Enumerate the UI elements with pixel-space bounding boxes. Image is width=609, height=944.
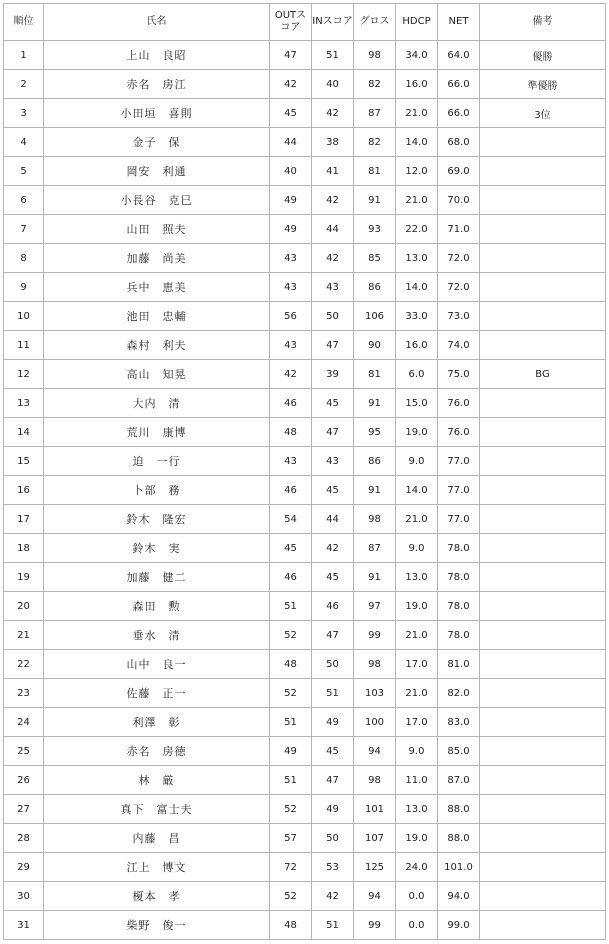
- out-score-cell: 48: [270, 650, 312, 679]
- out-score-cell: 43: [270, 244, 312, 273]
- hdcp-cell: 14.0: [396, 476, 438, 505]
- hdcp-cell: 21.0: [396, 99, 438, 128]
- in-score-cell: 50: [312, 650, 354, 679]
- table-row: [4, 476, 606, 505]
- table-row: [4, 534, 606, 563]
- net-cell: 75.0: [438, 360, 480, 389]
- rank-cell: 29: [4, 853, 44, 882]
- net-cell: 77.0: [438, 476, 480, 505]
- table-row: [4, 650, 606, 679]
- table-row: [4, 215, 606, 244]
- in-score-cell: 50: [312, 302, 354, 331]
- net-cell: 82.0: [438, 679, 480, 708]
- name-cell: 金子 保: [44, 128, 270, 157]
- gross-cell: 103: [354, 679, 396, 708]
- hdcp-cell: 19.0: [396, 592, 438, 621]
- out-score-cell: 52: [270, 621, 312, 650]
- net-cell: 72.0: [438, 273, 480, 302]
- results-body: [4, 41, 606, 940]
- net-cell: 78.0: [438, 534, 480, 563]
- gross-cell: 91: [354, 186, 396, 215]
- in-score-cell: 47: [312, 418, 354, 447]
- remarks-cell: [480, 447, 606, 476]
- in-score-cell: 53: [312, 853, 354, 882]
- name-cell: 池田 忠輔: [44, 302, 270, 331]
- net-cell: 69.0: [438, 157, 480, 186]
- in-score-cell: 43: [312, 447, 354, 476]
- table-row: [4, 447, 606, 476]
- gross-cell: 81: [354, 157, 396, 186]
- hdcp-cell: 19.0: [396, 418, 438, 447]
- table-row: [4, 679, 606, 708]
- name-cell: 森田 勲: [44, 592, 270, 621]
- gross-cell: 91: [354, 389, 396, 418]
- net-cell: 76.0: [438, 418, 480, 447]
- name-cell: 高山 知晃: [44, 360, 270, 389]
- net-cell: 68.0: [438, 128, 480, 157]
- header-net: NET: [438, 4, 480, 41]
- gross-cell: 91: [354, 476, 396, 505]
- out-score-cell: 51: [270, 766, 312, 795]
- rank-cell: 25: [4, 737, 44, 766]
- hdcp-cell: 11.0: [396, 766, 438, 795]
- gross-cell: 125: [354, 853, 396, 882]
- in-score-cell: 46: [312, 592, 354, 621]
- name-cell: 森村 利夫: [44, 331, 270, 360]
- out-score-cell: 46: [270, 563, 312, 592]
- out-score-cell: 45: [270, 99, 312, 128]
- net-cell: 83.0: [438, 708, 480, 737]
- in-score-cell: 47: [312, 331, 354, 360]
- rank-cell: 19: [4, 563, 44, 592]
- in-score-cell: 50: [312, 824, 354, 853]
- out-score-cell: 57: [270, 824, 312, 853]
- remarks-cell: 3位: [480, 99, 606, 128]
- rank-cell: 10: [4, 302, 44, 331]
- rank-cell: 15: [4, 447, 44, 476]
- rank-cell: 17: [4, 505, 44, 534]
- hdcp-cell: 0.0: [396, 911, 438, 940]
- remarks-cell: [480, 650, 606, 679]
- out-score-cell: 49: [270, 737, 312, 766]
- net-cell: 87.0: [438, 766, 480, 795]
- hdcp-cell: 9.0: [396, 447, 438, 476]
- name-cell: 鈴木 隆宏: [44, 505, 270, 534]
- hdcp-cell: 19.0: [396, 824, 438, 853]
- gross-cell: 98: [354, 650, 396, 679]
- remarks-cell: 優勝: [480, 41, 606, 70]
- rank-cell: 8: [4, 244, 44, 273]
- table-row: [4, 302, 606, 331]
- out-score-cell: 49: [270, 215, 312, 244]
- table-row: [4, 563, 606, 592]
- rank-cell: 21: [4, 621, 44, 650]
- gross-cell: 94: [354, 737, 396, 766]
- hdcp-cell: 17.0: [396, 708, 438, 737]
- remarks-cell: [480, 244, 606, 273]
- name-cell: 荒川 康博: [44, 418, 270, 447]
- name-cell: 山田 照夫: [44, 215, 270, 244]
- name-cell: 江上 博文: [44, 853, 270, 882]
- hdcp-cell: 22.0: [396, 215, 438, 244]
- rank-cell: 11: [4, 331, 44, 360]
- hdcp-cell: 21.0: [396, 505, 438, 534]
- remarks-cell: [480, 882, 606, 911]
- gross-cell: 99: [354, 911, 396, 940]
- in-score-cell: 42: [312, 186, 354, 215]
- hdcp-cell: 6.0: [396, 360, 438, 389]
- hdcp-cell: 21.0: [396, 186, 438, 215]
- remarks-cell: [480, 331, 606, 360]
- net-cell: 88.0: [438, 795, 480, 824]
- in-score-cell: 51: [312, 679, 354, 708]
- rank-cell: 1: [4, 41, 44, 70]
- out-score-cell: 43: [270, 273, 312, 302]
- out-score-cell: 56: [270, 302, 312, 331]
- table-row: [4, 157, 606, 186]
- gross-cell: 86: [354, 273, 396, 302]
- net-cell: 78.0: [438, 592, 480, 621]
- header-hdcp: HDCP: [396, 4, 438, 41]
- gross-cell: 94: [354, 882, 396, 911]
- net-cell: 66.0: [438, 99, 480, 128]
- hdcp-cell: 9.0: [396, 534, 438, 563]
- gross-cell: 93: [354, 215, 396, 244]
- remarks-cell: [480, 128, 606, 157]
- net-cell: 85.0: [438, 737, 480, 766]
- name-cell: 内藤 昌: [44, 824, 270, 853]
- table-row: [4, 99, 606, 128]
- in-score-cell: 49: [312, 708, 354, 737]
- rank-cell: 6: [4, 186, 44, 215]
- remarks-cell: [480, 389, 606, 418]
- header-out-score: OUTスコア: [270, 4, 312, 41]
- gross-cell: 85: [354, 244, 396, 273]
- rank-cell: 27: [4, 795, 44, 824]
- rank-cell: 30: [4, 882, 44, 911]
- name-cell: 上山 良昭: [44, 41, 270, 70]
- table-row: [4, 360, 606, 389]
- remarks-cell: [480, 795, 606, 824]
- gross-cell: 97: [354, 592, 396, 621]
- out-score-cell: 51: [270, 708, 312, 737]
- remarks-cell: [480, 273, 606, 302]
- remarks-cell: [480, 418, 606, 447]
- in-score-cell: 44: [312, 505, 354, 534]
- rank-cell: 3: [4, 99, 44, 128]
- out-score-cell: 46: [270, 389, 312, 418]
- rank-cell: 22: [4, 650, 44, 679]
- name-cell: 迫 一行: [44, 447, 270, 476]
- header-name: 氏名: [44, 4, 270, 41]
- remarks-cell: [480, 563, 606, 592]
- name-cell: 榎本 孝: [44, 882, 270, 911]
- rank-cell: 14: [4, 418, 44, 447]
- hdcp-cell: 14.0: [396, 128, 438, 157]
- table-row: [4, 331, 606, 360]
- rank-cell: 9: [4, 273, 44, 302]
- out-score-cell: 47: [270, 41, 312, 70]
- gross-cell: 99: [354, 621, 396, 650]
- rank-cell: 31: [4, 911, 44, 940]
- name-cell: 小田垣 喜則: [44, 99, 270, 128]
- rank-cell: 28: [4, 824, 44, 853]
- net-cell: 73.0: [438, 302, 480, 331]
- out-score-cell: 42: [270, 70, 312, 99]
- name-cell: 山中 良一: [44, 650, 270, 679]
- remarks-cell: [480, 534, 606, 563]
- net-cell: 77.0: [438, 447, 480, 476]
- hdcp-cell: 9.0: [396, 737, 438, 766]
- in-score-cell: 45: [312, 476, 354, 505]
- out-score-cell: 54: [270, 505, 312, 534]
- header-remarks: 備考: [480, 4, 606, 41]
- gross-cell: 100: [354, 708, 396, 737]
- in-score-cell: 38: [312, 128, 354, 157]
- table-row: [4, 853, 606, 882]
- header-in-score: INスコア: [312, 4, 354, 41]
- gross-cell: 98: [354, 505, 396, 534]
- table-row: [4, 882, 606, 911]
- in-score-cell: 47: [312, 766, 354, 795]
- out-score-cell: 48: [270, 911, 312, 940]
- hdcp-cell: 13.0: [396, 795, 438, 824]
- table-row: [4, 389, 606, 418]
- out-score-cell: 52: [270, 795, 312, 824]
- in-score-cell: 42: [312, 244, 354, 273]
- in-score-cell: 40: [312, 70, 354, 99]
- out-score-cell: 42: [270, 360, 312, 389]
- rank-cell: 12: [4, 360, 44, 389]
- net-cell: 81.0: [438, 650, 480, 679]
- remarks-cell: [480, 708, 606, 737]
- name-cell: 佐藤 正一: [44, 679, 270, 708]
- net-cell: 72.0: [438, 244, 480, 273]
- hdcp-cell: 13.0: [396, 244, 438, 273]
- remarks-cell: [480, 215, 606, 244]
- remarks-cell: [480, 476, 606, 505]
- hdcp-cell: 21.0: [396, 679, 438, 708]
- out-score-cell: 48: [270, 418, 312, 447]
- net-cell: 78.0: [438, 563, 480, 592]
- gross-cell: 98: [354, 41, 396, 70]
- net-cell: 77.0: [438, 505, 480, 534]
- hdcp-cell: 14.0: [396, 273, 438, 302]
- table-row: [4, 70, 606, 99]
- gross-cell: 81: [354, 360, 396, 389]
- rank-cell: 7: [4, 215, 44, 244]
- rank-cell: 26: [4, 766, 44, 795]
- out-score-cell: 49: [270, 186, 312, 215]
- name-cell: 兵中 恵美: [44, 273, 270, 302]
- name-cell: 利澤 彰: [44, 708, 270, 737]
- net-cell: 101.0: [438, 853, 480, 882]
- net-cell: 74.0: [438, 331, 480, 360]
- table-row: [4, 244, 606, 273]
- table-row: [4, 505, 606, 534]
- out-score-cell: 44: [270, 128, 312, 157]
- table-row: [4, 737, 606, 766]
- gross-cell: 82: [354, 128, 396, 157]
- gross-cell: 91: [354, 563, 396, 592]
- in-score-cell: 45: [312, 737, 354, 766]
- hdcp-cell: 16.0: [396, 70, 438, 99]
- table-row: [4, 128, 606, 157]
- name-cell: 赤名 房江: [44, 70, 270, 99]
- table-row: [4, 621, 606, 650]
- remarks-cell: [480, 505, 606, 534]
- rank-cell: 24: [4, 708, 44, 737]
- in-score-cell: 39: [312, 360, 354, 389]
- gross-cell: 101: [354, 795, 396, 824]
- name-cell: 加藤 健二: [44, 563, 270, 592]
- hdcp-cell: 34.0: [396, 41, 438, 70]
- remarks-cell: 準優勝: [480, 70, 606, 99]
- in-score-cell: 51: [312, 911, 354, 940]
- hdcp-cell: 12.0: [396, 157, 438, 186]
- name-cell: 垂水 清: [44, 621, 270, 650]
- hdcp-cell: 16.0: [396, 331, 438, 360]
- rank-cell: 4: [4, 128, 44, 157]
- name-cell: 小長谷 克巳: [44, 186, 270, 215]
- remarks-cell: [480, 592, 606, 621]
- net-cell: 94.0: [438, 882, 480, 911]
- gross-cell: 107: [354, 824, 396, 853]
- table-row: [4, 418, 606, 447]
- hdcp-cell: 0.0: [396, 882, 438, 911]
- out-score-cell: 45: [270, 534, 312, 563]
- out-score-cell: 51: [270, 592, 312, 621]
- rank-cell: 13: [4, 389, 44, 418]
- in-score-cell: 45: [312, 563, 354, 592]
- table-row: [4, 708, 606, 737]
- name-cell: 加藤 尚美: [44, 244, 270, 273]
- net-cell: 78.0: [438, 621, 480, 650]
- out-score-cell: 52: [270, 882, 312, 911]
- in-score-cell: 41: [312, 157, 354, 186]
- gross-cell: 87: [354, 99, 396, 128]
- in-score-cell: 42: [312, 882, 354, 911]
- net-cell: 88.0: [438, 824, 480, 853]
- hdcp-cell: 15.0: [396, 389, 438, 418]
- table-row: [4, 911, 606, 940]
- table-row: [4, 186, 606, 215]
- in-score-cell: 44: [312, 215, 354, 244]
- table-row: [4, 592, 606, 621]
- remarks-cell: [480, 766, 606, 795]
- net-cell: 66.0: [438, 70, 480, 99]
- name-cell: 大内 清: [44, 389, 270, 418]
- remarks-cell: [480, 824, 606, 853]
- in-score-cell: 51: [312, 41, 354, 70]
- gross-cell: 90: [354, 331, 396, 360]
- gross-cell: 87: [354, 534, 396, 563]
- gross-cell: 95: [354, 418, 396, 447]
- rank-cell: 5: [4, 157, 44, 186]
- table-row: [4, 41, 606, 70]
- net-cell: 99.0: [438, 911, 480, 940]
- out-score-cell: 40: [270, 157, 312, 186]
- in-score-cell: 43: [312, 273, 354, 302]
- in-score-cell: 42: [312, 99, 354, 128]
- table-row: [4, 766, 606, 795]
- out-score-cell: 43: [270, 447, 312, 476]
- remarks-cell: [480, 621, 606, 650]
- hdcp-cell: 17.0: [396, 650, 438, 679]
- in-score-cell: 42: [312, 534, 354, 563]
- in-score-cell: 47: [312, 621, 354, 650]
- name-cell: 真下 富士夫: [44, 795, 270, 824]
- hdcp-cell: 33.0: [396, 302, 438, 331]
- remarks-cell: [480, 186, 606, 215]
- name-cell: 赤名 房徳: [44, 737, 270, 766]
- out-score-cell: 52: [270, 679, 312, 708]
- remarks-cell: [480, 853, 606, 882]
- hdcp-cell: 21.0: [396, 621, 438, 650]
- rank-cell: 2: [4, 70, 44, 99]
- rank-cell: 20: [4, 592, 44, 621]
- gross-cell: 86: [354, 447, 396, 476]
- table-row: [4, 824, 606, 853]
- net-cell: 64.0: [438, 41, 480, 70]
- out-score-cell: 46: [270, 476, 312, 505]
- remarks-cell: [480, 679, 606, 708]
- remarks-cell: BG: [480, 360, 606, 389]
- rank-cell: 23: [4, 679, 44, 708]
- in-score-cell: 49: [312, 795, 354, 824]
- table-row: [4, 795, 606, 824]
- remarks-cell: [480, 157, 606, 186]
- gross-cell: 106: [354, 302, 396, 331]
- net-cell: 70.0: [438, 186, 480, 215]
- hdcp-cell: 24.0: [396, 853, 438, 882]
- name-cell: 卜部 務: [44, 476, 270, 505]
- name-cell: 鈴木 実: [44, 534, 270, 563]
- net-cell: 71.0: [438, 215, 480, 244]
- results-table: [3, 3, 606, 940]
- results-table-container: [3, 3, 606, 940]
- out-score-cell: 72: [270, 853, 312, 882]
- out-score-cell: 43: [270, 331, 312, 360]
- remarks-cell: [480, 302, 606, 331]
- in-score-cell: 45: [312, 389, 354, 418]
- name-cell: 柴野 俊一: [44, 911, 270, 940]
- remarks-cell: [480, 911, 606, 940]
- hdcp-cell: 13.0: [396, 563, 438, 592]
- table-row: [4, 273, 606, 302]
- header-gross: グロス: [354, 4, 396, 41]
- rank-cell: 16: [4, 476, 44, 505]
- net-cell: 76.0: [438, 389, 480, 418]
- remarks-cell: [480, 737, 606, 766]
- header-rank: 順位: [4, 4, 44, 41]
- name-cell: 岡安 利通: [44, 157, 270, 186]
- name-cell: 林 厳: [44, 766, 270, 795]
- header-row: [4, 4, 606, 41]
- gross-cell: 98: [354, 766, 396, 795]
- gross-cell: 82: [354, 70, 396, 99]
- rank-cell: 18: [4, 534, 44, 563]
